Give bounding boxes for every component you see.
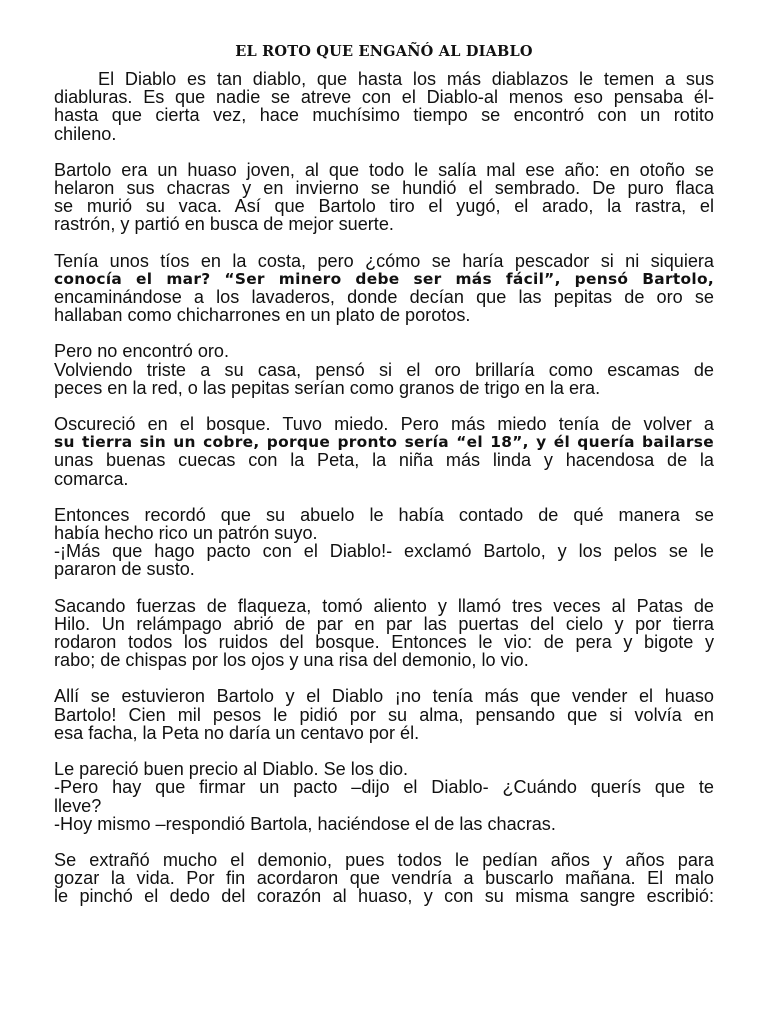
text-line: Bartolo era un huaso joven, al que todo le salía mal ese año: en otoño se — [54, 159, 714, 180]
text-line: comarca. — [54, 468, 129, 489]
text-line: El Diablo es tan diablo, que hasta los más diablazos le temen a sus — [98, 69, 714, 89]
text-line: rabo; de chispas por los ojos y una risa del demonio, lo vio. — [54, 650, 529, 671]
paragraph-10 — [54, 851, 714, 906]
text-line: lleve? — [54, 795, 102, 816]
text-line: diabluras. Es que nadie se atreve con el Diablo-al menos eso pensaba él- — [54, 87, 714, 108]
paragraph-5 — [54, 415, 714, 488]
text-line: peces en la red, o las pepitas serían como granos de trigo en la era. — [54, 377, 601, 398]
text-line: Allí se estuvieron Bartolo y el Diablo ¡no tenía más que vender el huaso — [54, 686, 714, 707]
text-line: Tenía unos tíos en la costa, pero ¿cómo se haría pescador si ni siquiera — [54, 250, 714, 271]
text-line: había hecho rico un patrón suyo. — [54, 523, 318, 544]
text-line: Entonces recordó que su abuelo le había contado de qué manera se — [54, 504, 714, 525]
paragraph-2 — [54, 161, 714, 234]
text-line: Le pareció buen precio al Diablo. Se los dio. — [54, 759, 409, 780]
text-line: Oscureció en el bosque. Tuvo miedo. Pero más miedo tenía de volver a — [54, 414, 714, 435]
text-line: pararon de susto. — [54, 559, 195, 580]
text-line: helaron sus chacras y en invierno se hundió el sembrado. De puro flaca — [54, 178, 714, 199]
text-line: Sacando fuerzas de flaqueza, tomó aliento y llamó tres veces al Patas de — [54, 595, 714, 616]
text-line: gozar la vida. Por fin acordaron que vendría a buscarlo mañana. El malo — [54, 868, 714, 889]
text-line: Bartolo! Cien mil pesos le pidió por su alma, pensando que si volvía en — [54, 704, 714, 725]
text-line: esa facha, la Peta no daría un centavo por él. — [54, 722, 420, 743]
text-line: unas buenas cuecas con la Peta, la niña más linda y hacendosa de la — [54, 450, 714, 471]
text-line: su tierra sin un cobre, porque pronto sería “el 18”, y él quería bailarse — [54, 433, 714, 452]
text-line: Pero no encontró oro. — [54, 341, 230, 362]
paragraph-4 — [54, 342, 714, 397]
paragraph-6 — [54, 506, 714, 579]
text-line: se murió su vaca. Así que Bartolo tiro el yugó, el arado, la rastra, el — [54, 196, 714, 217]
text-line: rastrón, y partió en busca de mejor suerte. — [54, 214, 394, 235]
paragraph-8 — [54, 687, 714, 742]
text-line: chileno. — [54, 123, 117, 144]
text-line: -¡Más que hago pacto con el Diablo!- exclamó Bartolo, y los pelos se le — [54, 541, 714, 562]
text-line: Volviendo triste a su casa, pensó si el oro brillaría como escamas de — [54, 359, 714, 380]
text-line: rodaron todos los ruidos del bosque. Entonces le vio: de pera y bigote y — [54, 632, 714, 653]
paragraph-1 — [54, 70, 714, 143]
text-line: Se extrañó mucho el demonio, pues todos le pedían años y años para — [54, 849, 714, 870]
document-title: EL ROTO QUE ENGAÑÓ AL DIABLO — [235, 43, 533, 60]
text-line: encaminándose a los lavaderos, donde decían que las pepitas de oro se — [54, 287, 714, 308]
text-line: hallaban como chicharrones en un plato de porotos. — [54, 305, 471, 326]
text-line: le pinchó el dedo del corazón al huaso, y con su misma sangre escribió: — [54, 886, 714, 907]
text-line: -Pero hay que firmar un pacto –dijo el Diablo- ¿Cuándo querís que te — [54, 777, 714, 798]
document-body — [54, 70, 714, 924]
text-line: Hilo. Un relámpago abrió de par en par las puertas del cielo y por tierra — [54, 613, 714, 634]
text-line: conocía el mar? “Ser minero debe ser más fácil”, pensó Bartolo, — [54, 269, 714, 288]
paragraph-9 — [54, 760, 714, 833]
paragraph-7 — [54, 597, 714, 670]
paragraph-3 — [54, 252, 714, 325]
text-line: hasta que cierta vez, hace muchísimo tiempo se encontró con un rotito — [54, 105, 714, 126]
text-line: -Hoy mismo –respondió Bartola, haciéndose el de las chacras. — [54, 813, 556, 834]
